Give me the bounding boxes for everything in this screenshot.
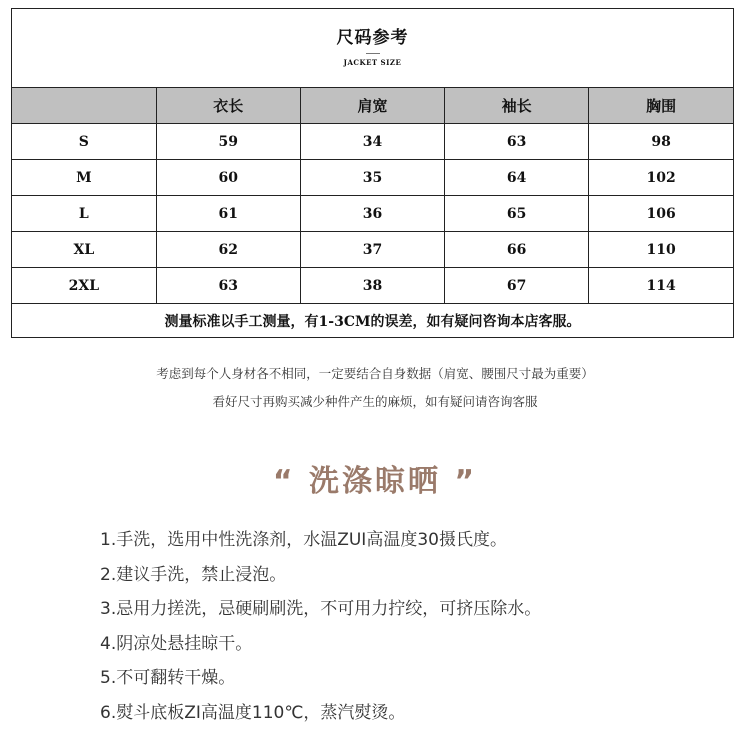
list-item: 6.熨斗底板ZI高温度110℃，蒸汽熨烫。	[100, 702, 406, 723]
table-cell: 65	[445, 196, 589, 232]
size-chart	[11, 8, 734, 338]
note-line: 考虑到每个人身材各不相同，一定要结合自身数据（肩宽、腰围尺寸最为重要）	[156, 366, 594, 381]
table-cell: 36	[300, 196, 444, 232]
column-header: 袖长	[445, 88, 589, 124]
list-item: 2.建议手洗，禁止浸泡。	[100, 564, 287, 585]
table-cell: L	[12, 196, 156, 232]
list-item: 5.不可翻转干燥。	[100, 668, 236, 688]
table-cell: 61	[156, 196, 300, 232]
list-item: 1.手洗，选用中性洗涤剂，水温ZUI高温度30摄氏度。	[100, 530, 507, 550]
divider	[366, 53, 380, 54]
list-item: 3.忌用力搓洗，忌硬刷刷洗，不可用力拧绞，可挤压除水。	[100, 599, 542, 619]
table-cell: 60	[156, 160, 300, 196]
table-cell: 67	[445, 268, 589, 304]
table-header-row	[12, 88, 733, 124]
column-header: 肩宽	[300, 88, 444, 124]
chart-subtitle: JACKET SIZE	[343, 58, 402, 67]
column-header: 衣长	[156, 88, 300, 124]
table-cell: 98	[589, 124, 733, 160]
table-cell: 110	[589, 232, 733, 268]
chart-title: 尺码参考	[336, 28, 409, 48]
column-header: 胸围	[589, 88, 733, 124]
table-row	[12, 160, 733, 196]
table-cell: 38	[300, 268, 444, 304]
table-cell: S	[12, 124, 156, 160]
table-cell: 59	[156, 124, 300, 160]
table-row	[12, 268, 733, 304]
table-cell: 66	[445, 232, 589, 268]
table-cell: 102	[589, 160, 733, 196]
table-cell: M	[12, 160, 156, 196]
table-row	[12, 124, 733, 160]
wash-title: “ 洗涤晾晒 ”	[272, 464, 478, 499]
table-footer-note: 测量标准以手工测量，有1-3CM的误差，如有疑问咨询本店客服。	[164, 314, 581, 330]
table-cell: XL	[12, 232, 156, 268]
table-cell: 64	[445, 160, 589, 196]
table-cell: 2XL	[12, 268, 156, 304]
table-cell: 114	[589, 268, 733, 304]
wash-instructions	[100, 526, 541, 733]
table-cell: 63	[156, 268, 300, 304]
table-row	[12, 196, 733, 232]
table-row	[12, 232, 733, 268]
column-header	[12, 88, 156, 124]
table-cell: 34	[300, 124, 444, 160]
size-chart-header	[12, 9, 733, 88]
size-notes	[0, 360, 750, 416]
note-line: 看好尺寸再购买减少种件产生的麻烦，如有疑问请咨询客服	[212, 394, 538, 409]
table-cell: 62	[156, 232, 300, 268]
size-table	[12, 88, 733, 304]
table-cell: 63	[445, 124, 589, 160]
table-cell: 37	[300, 232, 444, 268]
list-item: 4.阴凉处悬挂晾干。	[100, 633, 253, 654]
table-cell: 106	[589, 196, 733, 232]
table-cell: 35	[300, 160, 444, 196]
